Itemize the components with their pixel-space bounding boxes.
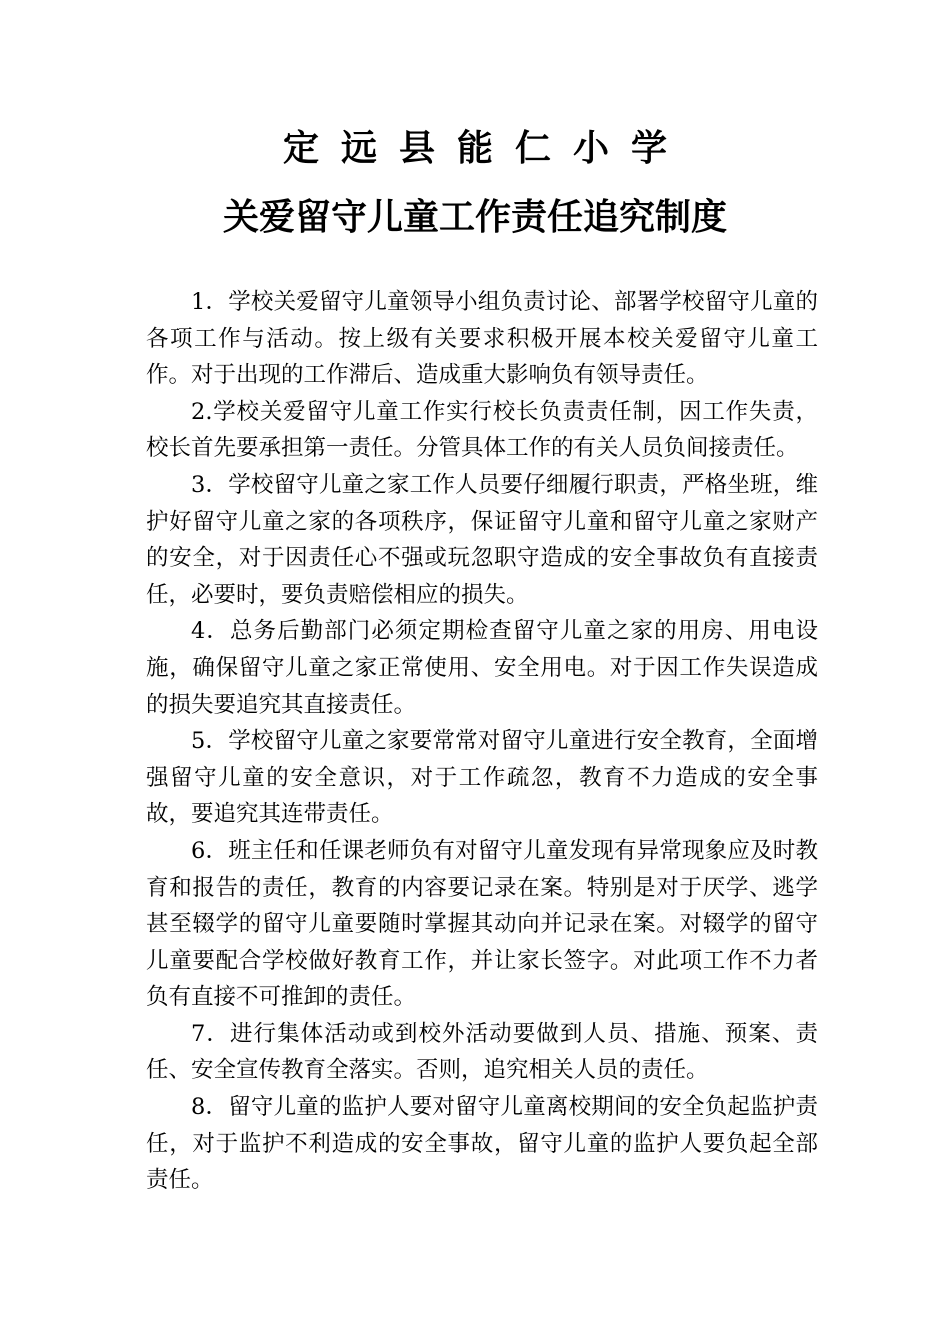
paragraph-3: 3．学校留守儿童之家工作人员要仔细履行职责，严格坐班，维护好留守儿童之家的各项秩序，保证留守儿童和留守儿童之家财产的安全，对于因责任心不强或玩忽职守造成的安全事故负有直接责任，必要时，要负责赔偿相应的损失。 — [146, 471, 818, 608]
paragraph-4: 4．总务后勤部门必须定期检查留守儿童之家的用房、用电设施，确保留守儿童之家正常使用、安全用电。对于因工作失误造成的损失要追究其直接责任。 — [146, 618, 818, 718]
paragraph-5: 5．学校留守儿童之家要常常对留守儿童进行安全教育，全面增强留守儿童的安全意识，对于工作疏忽，教育不力造成的安全事故，要追究其连带责任。 — [146, 728, 818, 828]
paragraph-7: 7．进行集体活动或到校外活动要做到人员、措施、预案、责任、安全宣传教育全落实。否则，追究相关人员的责任。 — [146, 1020, 818, 1084]
school-title: 定远县能仁小学 — [282, 128, 689, 169]
document-body — [146, 284, 818, 1199]
document-title: 关爱留守儿童工作责任追究制度 — [222, 197, 727, 238]
paragraph-2: 2.学校关爱留守儿童工作实行校长负责责任制，因工作失责，校长首先要承担第一责任。分管具体工作的有关人员负间接责任。 — [146, 398, 818, 462]
paragraph-6: 6．班主任和任课老师负有对留守儿童发现有异常现象应及时教育和报告的责任，教育的内容要记录在案。特别是对于厌学、逃学甚至辍学的留守儿童要随时掌握其动向并记录在案。对辍学的留守儿童要配合学校做好教育工作，并让家长签字。对此项工作不力者负有直接不可推卸的责任。 — [146, 837, 818, 1011]
paragraph-8: 8．留守儿童的监护人要对留守儿童离校期间的安全负起监护责任，对于监护不利造成的安全事故，留守儿童的监护人要负起全部责任。 — [146, 1094, 818, 1194]
paragraph-1: 1．学校关爱留守儿童领导小组负责讨论、部署学校留守儿童的各项工作与活动。按上级有关要求积极开展本校关爱留守儿童工作。对于出现的工作滞后、造成重大影响负有领导责任。 — [146, 289, 818, 389]
